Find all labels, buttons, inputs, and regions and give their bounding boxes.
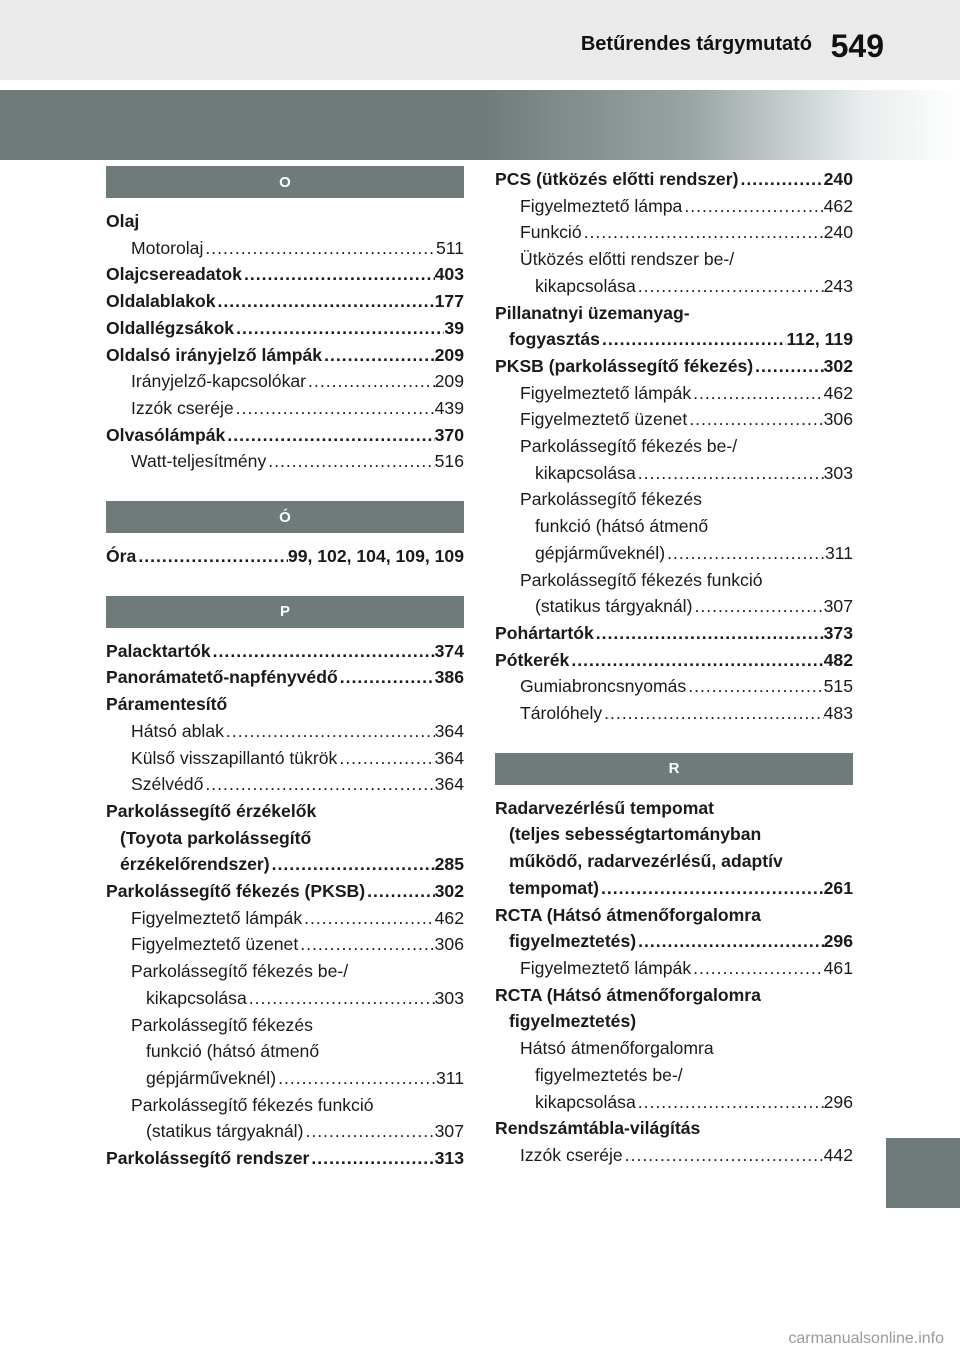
- index-entry: [495, 982, 853, 1009]
- index-entry: [106, 878, 464, 905]
- dot-leader: [636, 273, 824, 300]
- entry-label: Irányjelző-kapcsolókar: [131, 371, 307, 392]
- index-entry: [495, 219, 853, 246]
- index-entry: [495, 955, 853, 982]
- entry-page-ref[interactable]: 303: [434, 987, 464, 1008]
- dot-leader: [569, 647, 823, 674]
- index-entry: [106, 664, 464, 691]
- entry-label: Pohártartók: [495, 622, 594, 643]
- entry-page-ref[interactable]: 442: [823, 1144, 853, 1165]
- dot-leader: [338, 664, 435, 691]
- dot-leader: [599, 875, 824, 902]
- dot-leader: [738, 166, 823, 193]
- index-entry: [495, 902, 853, 929]
- entry-label: Olvasólámpák: [106, 424, 226, 445]
- entry-page-ref[interactable]: 209: [434, 371, 464, 392]
- entry-label: Oldalablakok: [106, 291, 216, 312]
- entry-label: gépjárművekné​l): [535, 542, 666, 563]
- entry-page-ref[interactable]: 364: [434, 774, 464, 795]
- dot-leader: [266, 448, 434, 475]
- entry-label: Parkolássegítő rendszer: [106, 1148, 310, 1169]
- dot-leader: [365, 878, 435, 905]
- dot-leader: [203, 771, 434, 798]
- index-entry: [106, 958, 464, 985]
- index-entry: [106, 985, 464, 1012]
- section-header: Ó: [106, 501, 464, 533]
- index-entry: [495, 193, 853, 220]
- index-entry: [106, 1038, 464, 1065]
- entry-page-ref[interactable]: 516: [434, 451, 464, 472]
- entry-label: Pótkerék: [495, 649, 570, 670]
- index-entry: [495, 821, 853, 848]
- entry-label: Izzók cseréje: [131, 397, 234, 418]
- entry-page-ref[interactable]: 177: [434, 291, 464, 312]
- header-banner: [0, 90, 960, 160]
- index-entry: [106, 905, 464, 932]
- entry-page-ref[interactable]: 112, 119: [786, 329, 853, 350]
- entry-page-ref[interactable]: 296: [823, 931, 853, 952]
- entry-label: Izzók cseréje: [520, 1144, 623, 1165]
- dot-leader: [602, 700, 823, 727]
- dot-leader: [298, 931, 434, 958]
- entry-label: Parkolássegítő érzékelők: [106, 800, 317, 821]
- dot-leader: [322, 342, 435, 369]
- entry-label: Motorolaj: [131, 237, 204, 258]
- dot-leader: [692, 593, 823, 620]
- entry-label: Hátsó ablak: [131, 720, 224, 741]
- index-entry: [495, 326, 853, 353]
- index-entry: [495, 513, 853, 540]
- entry-page-ref[interactable]: 243: [823, 275, 853, 296]
- dot-leader: [203, 235, 436, 262]
- index-entry: [106, 1012, 464, 1039]
- entry-page-ref[interactable]: 311: [435, 1067, 464, 1088]
- entry-label: Parkolássegítő fékezés funkció: [520, 569, 763, 590]
- entry-label: PKSB (parkolássegítő fékezés): [495, 355, 754, 376]
- dot-leader: [682, 193, 823, 220]
- entry-page-ref[interactable]: 462: [823, 382, 853, 403]
- entry-label: Funkció: [520, 222, 582, 243]
- index-entry: [106, 1065, 464, 1092]
- entry-label: RCTA (Hátsó átmenőforgalomra: [495, 984, 761, 1005]
- index-entry: [495, 300, 853, 327]
- entry-label: kikapcsolása: [146, 987, 247, 1008]
- index-entry: [106, 395, 464, 422]
- index-entry: [495, 647, 853, 674]
- dot-leader: [303, 1118, 434, 1145]
- dot-leader: [216, 288, 435, 315]
- entry-page-ref[interactable]: 302: [434, 881, 464, 902]
- dot-leader: [270, 851, 435, 878]
- entry-page-ref[interactable]: 482: [823, 649, 853, 670]
- index-entry: [495, 593, 853, 620]
- dot-leader: [211, 638, 435, 665]
- index-entry: [495, 406, 853, 433]
- entry-page-ref[interactable]: 296: [823, 1091, 853, 1112]
- entry-label: Parkolássegítő fékezés be-/: [131, 961, 349, 982]
- entry-page-ref[interactable]: 240: [823, 222, 853, 243]
- index-column-right: [495, 166, 853, 1169]
- entry-page-ref[interactable]: 261: [823, 877, 853, 898]
- entry-page-ref[interactable]: 306: [434, 934, 464, 955]
- entry-label: Panorámatető-napfényvédő: [106, 667, 338, 688]
- index-entry: [106, 543, 464, 570]
- index-entry: [495, 673, 853, 700]
- section-header: R: [495, 753, 853, 785]
- index-entry: [495, 460, 853, 487]
- index-entry: [106, 422, 464, 449]
- index-entry: [495, 1035, 853, 1062]
- index-entry: [495, 848, 853, 875]
- entry-label: Figyelmeztető üzenet: [131, 934, 299, 955]
- entry-label: Figyelmeztető lámpa: [520, 195, 683, 216]
- index-entry: [495, 1062, 853, 1089]
- entry-label: Figyelmeztető lámpák: [131, 907, 303, 928]
- entry-label: érzékelőrendszer): [120, 854, 270, 875]
- entry-label: Olajcsereadatok: [106, 264, 242, 285]
- entry-page-ref[interactable]: 285: [434, 854, 464, 875]
- entry-label: Óra: [106, 546, 137, 567]
- dot-leader: [306, 368, 435, 395]
- entry-label: Pillanatnyi üzemanyag-: [495, 302, 690, 323]
- dot-leader: [582, 219, 824, 246]
- entry-label: (statikus tárgyaknál): [146, 1121, 304, 1142]
- watermark: carmanualsonline.info: [788, 1330, 944, 1347]
- entry-label: (Toyota parkolássegítő: [120, 827, 312, 848]
- dot-leader: [636, 460, 824, 487]
- dot-leader: [665, 540, 825, 567]
- index-entry: [106, 368, 464, 395]
- index-entry: [106, 235, 464, 262]
- entry-page-ref[interactable]: 307: [823, 596, 853, 617]
- index-entry: [495, 1008, 853, 1035]
- section-spacer: [495, 727, 853, 753]
- index-entry: [495, 700, 853, 727]
- entry-label: tempomat): [509, 877, 599, 898]
- dot-leader: [636, 1089, 824, 1116]
- index-entry: [495, 1115, 853, 1142]
- entry-label: Olaj: [106, 211, 140, 231]
- entry-label: Páramentesítő: [106, 694, 228, 715]
- index-entry: [495, 875, 853, 902]
- dot-leader: [309, 1145, 434, 1172]
- entry-label: működő, radarvezérlésű, adaptív: [509, 851, 783, 872]
- entry-page-ref[interactable]: 303: [823, 462, 853, 483]
- entry-label: (teljes sebességtartományban: [509, 824, 762, 845]
- index-entry: [495, 1142, 853, 1169]
- chapter-tab: [886, 1138, 960, 1208]
- index-entry: [106, 851, 464, 878]
- entry-page-ref[interactable]: 99, 102, 104, 109, 109: [287, 546, 464, 567]
- index-entry: [106, 1145, 464, 1172]
- entry-label: Oldallégzsákok: [106, 317, 235, 338]
- index-entry: [106, 798, 464, 825]
- entry-label: RCTA (Hátsó átmenőforgalomra: [495, 904, 761, 925]
- index-entry: [106, 691, 464, 718]
- entry-page-ref[interactable]: 306: [823, 409, 853, 430]
- dot-leader: [623, 1142, 824, 1169]
- entry-page-ref[interactable]: 515: [823, 676, 853, 697]
- index-entry: [106, 638, 464, 665]
- entry-page-ref[interactable]: 374: [434, 640, 464, 661]
- index-entry: [495, 486, 853, 513]
- index-entry: [495, 273, 853, 300]
- index-entry: [106, 208, 464, 235]
- dot-leader: [686, 673, 823, 700]
- index-entry: [106, 448, 464, 475]
- entry-page-ref[interactable]: 39: [444, 317, 464, 338]
- index-entry: [106, 261, 464, 288]
- entry-label: Watt-teljesítmény: [131, 451, 267, 472]
- index-entry: [495, 380, 853, 407]
- section-header: P: [106, 596, 464, 628]
- entry-page-ref[interactable]: 370: [434, 424, 464, 445]
- entry-page-ref[interactable]: 302: [823, 355, 853, 376]
- index-entry: [495, 246, 853, 273]
- section-spacer: [106, 475, 464, 501]
- index-entry: [495, 540, 853, 567]
- dot-leader: [636, 928, 824, 955]
- dot-leader: [600, 326, 787, 353]
- entry-page-ref[interactable]: 373: [823, 622, 853, 643]
- dot-leader: [691, 380, 824, 407]
- entry-page-ref[interactable]: 439: [434, 397, 464, 418]
- entry-label: Parkolássegítő fékezés funkció: [131, 1094, 374, 1115]
- entry-label: (statikus tárgyaknál): [535, 596, 693, 617]
- entry-page-ref[interactable]: 364: [434, 720, 464, 741]
- entry-label: Oldalsó irányjelző lámpák: [106, 344, 323, 365]
- entry-label: gépjárművekné​l): [146, 1067, 277, 1088]
- header-strip: [0, 0, 960, 80]
- index-entry: [495, 928, 853, 955]
- index-entry: [495, 795, 853, 822]
- entry-label: Gumiabroncsnyomás: [520, 676, 687, 697]
- index-entry: [106, 771, 464, 798]
- entry-label: figyelmeztetés): [509, 931, 637, 952]
- entry-label: Figyelmeztető lámpák: [520, 957, 692, 978]
- entry-label: fogyasztás: [509, 329, 600, 350]
- entry-label: kikapcsolása: [535, 1091, 636, 1112]
- entry-page-ref[interactable]: 462: [434, 907, 464, 928]
- entry-page-ref[interactable]: 307: [434, 1121, 464, 1142]
- entry-label: funkció (hátsó átmenő: [535, 516, 709, 537]
- entry-label: Radarvezérlésű tempomat: [495, 797, 715, 818]
- index-entry: [495, 353, 853, 380]
- entry-page-ref[interactable]: 209: [434, 344, 464, 365]
- entry-page-ref[interactable]: 462: [823, 195, 853, 216]
- entry-label: Palacktartók: [106, 640, 211, 661]
- index-column-left: [106, 166, 464, 1172]
- header-title: Betűrendes tárgymutató: [580, 33, 812, 55]
- entry-label: Ütközés előtti rendszer be-/: [520, 249, 735, 270]
- entry-label: Tárolóhely: [520, 703, 603, 724]
- index-entry: [106, 931, 464, 958]
- entry-page-ref[interactable]: 311: [824, 542, 853, 563]
- index-entry: [106, 745, 464, 772]
- index-entry: [495, 1089, 853, 1116]
- entry-label: Parkolássegítő fékezés: [131, 1014, 313, 1035]
- index-entry: [106, 1092, 464, 1119]
- entry-label: Figyelmeztető üzenet: [520, 409, 688, 430]
- section-header: O: [106, 166, 464, 198]
- index-entry: [106, 825, 464, 852]
- entry-label: kikapcsolása: [535, 275, 636, 296]
- index-entry: [495, 433, 853, 460]
- dot-leader: [136, 543, 288, 570]
- index-entry: [106, 342, 464, 369]
- entry-page-ref[interactable]: 386: [434, 667, 464, 688]
- entry-label: Külső visszapillantó tükrök: [131, 747, 338, 768]
- entry-label: Parkolássegítő fékezés (PKSB): [106, 881, 366, 902]
- dot-leader: [594, 620, 824, 647]
- entry-label: Figyelmeztető lámpák: [520, 382, 692, 403]
- dot-leader: [276, 1065, 436, 1092]
- dot-leader: [242, 261, 435, 288]
- entry-label: Szélvédő: [131, 774, 204, 795]
- entry-page-ref[interactable]: 403: [434, 264, 464, 285]
- entry-page-ref[interactable]: 511: [435, 237, 464, 258]
- dot-leader: [234, 315, 444, 342]
- dot-leader: [687, 406, 823, 433]
- dot-leader: [234, 395, 435, 422]
- page-number: 549: [830, 28, 884, 64]
- index-entry: [106, 1118, 464, 1145]
- section-spacer: [106, 570, 464, 596]
- entry-label: figyelmeztetés): [509, 1011, 637, 1032]
- entry-label: kikapcsolása: [535, 462, 636, 483]
- index-entry: [106, 315, 464, 342]
- dot-leader: [337, 745, 434, 772]
- index-entry: [106, 718, 464, 745]
- index-entry: [495, 166, 853, 193]
- dot-leader: [753, 353, 824, 380]
- entry-label: figyelmeztetés be-/: [535, 1064, 683, 1085]
- entry-label: Rendszámtábla-világítás: [495, 1118, 701, 1139]
- entry-label: Hátsó átmenőforgalomra: [520, 1038, 714, 1059]
- index-entry: [106, 288, 464, 315]
- entry-page-ref[interactable]: 313: [434, 1148, 464, 1169]
- index-entry: [495, 567, 853, 594]
- index-entry: [495, 620, 853, 647]
- dot-leader: [247, 985, 435, 1012]
- entry-page-ref[interactable]: 364: [434, 747, 464, 768]
- dot-leader: [302, 905, 435, 932]
- entry-label: Parkolássegítő fékezés be-/: [520, 436, 738, 457]
- entry-page-ref[interactable]: 483: [823, 703, 853, 724]
- dot-leader: [225, 422, 434, 449]
- entry-page-ref[interactable]: 461: [823, 957, 853, 978]
- dot-leader: [224, 718, 435, 745]
- entry-label: PCS (ütközés előtti rendszer): [495, 169, 739, 189]
- entry-label: funkció (hátsó átmenő: [146, 1041, 320, 1062]
- entry-label: Parkolássegítő fékezés: [520, 489, 702, 510]
- entry-page-ref[interactable]: 240: [823, 169, 853, 189]
- dot-leader: [691, 955, 824, 982]
